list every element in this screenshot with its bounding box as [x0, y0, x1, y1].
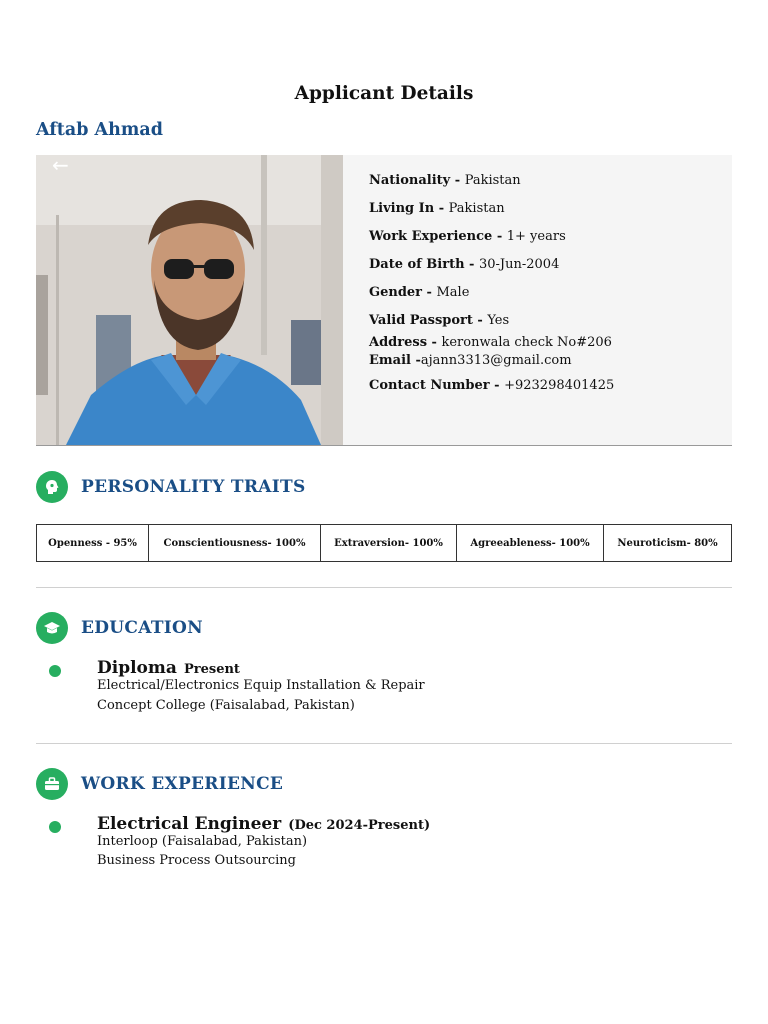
- work-company: Interloop (Faisalabad, Pakistan): [97, 834, 308, 849]
- trait-cell: Openness - 95%: [37, 525, 149, 561]
- education-section-title: EDUCATION: [81, 618, 203, 638]
- trait-cell: Agreeableness- 100%: [457, 525, 604, 561]
- head-icon: [36, 471, 68, 503]
- detail-address: Address - keronwala check No#206: [369, 335, 612, 350]
- detail-contact-number: Contact Number - +923298401425: [369, 378, 615, 393]
- detail-living-in: Living In - Pakistan: [369, 201, 505, 216]
- work-industry: Business Process Outsourcing: [97, 853, 297, 868]
- page-title: Applicant Details: [294, 83, 474, 104]
- personality-section-title: PERSONALITY TRAITS: [81, 477, 306, 497]
- trait-cell: Conscientiousness- 100%: [149, 525, 321, 561]
- briefcase-icon: [36, 768, 68, 800]
- bullet-dot: [49, 821, 61, 833]
- education-degree: Diploma Present: [97, 658, 240, 678]
- detail-valid-passport: Valid Passport - Yes: [369, 313, 510, 328]
- applicant-name: Aftab Ahmad: [36, 120, 163, 140]
- education-field: Electrical/Electronics Equip Installation & Repair: [97, 678, 425, 693]
- section-divider: [36, 743, 732, 744]
- detail-date-of-birth: Date of Birth - 30-Jun-2004: [369, 257, 560, 272]
- bullet-dot: [49, 665, 61, 677]
- back-arrow-icon[interactable]: ←: [52, 155, 69, 177]
- work-role: Electrical Engineer (Dec 2024-Present): [97, 814, 431, 834]
- personality-traits-table: [36, 524, 732, 562]
- detail-email: Email -ajann3313@gmail.com: [369, 353, 572, 368]
- education-institution: Concept College (Faisalabad, Pakistan): [97, 698, 355, 713]
- graduation-cap-icon: [36, 612, 68, 644]
- work-section-title: WORK EXPERIENCE: [81, 774, 284, 794]
- detail-work-experience: Work Experience - 1+ years: [369, 229, 566, 244]
- trait-cell: Extraversion- 100%: [321, 525, 457, 561]
- trait-cell: Neuroticism- 80%: [617, 537, 718, 549]
- detail-gender: Gender - Male: [369, 285, 470, 300]
- profile-card: [36, 155, 732, 446]
- section-divider: [36, 587, 732, 588]
- detail-nationality: Nationality - Pakistan: [369, 173, 521, 188]
- applicant-photo: [36, 155, 343, 445]
